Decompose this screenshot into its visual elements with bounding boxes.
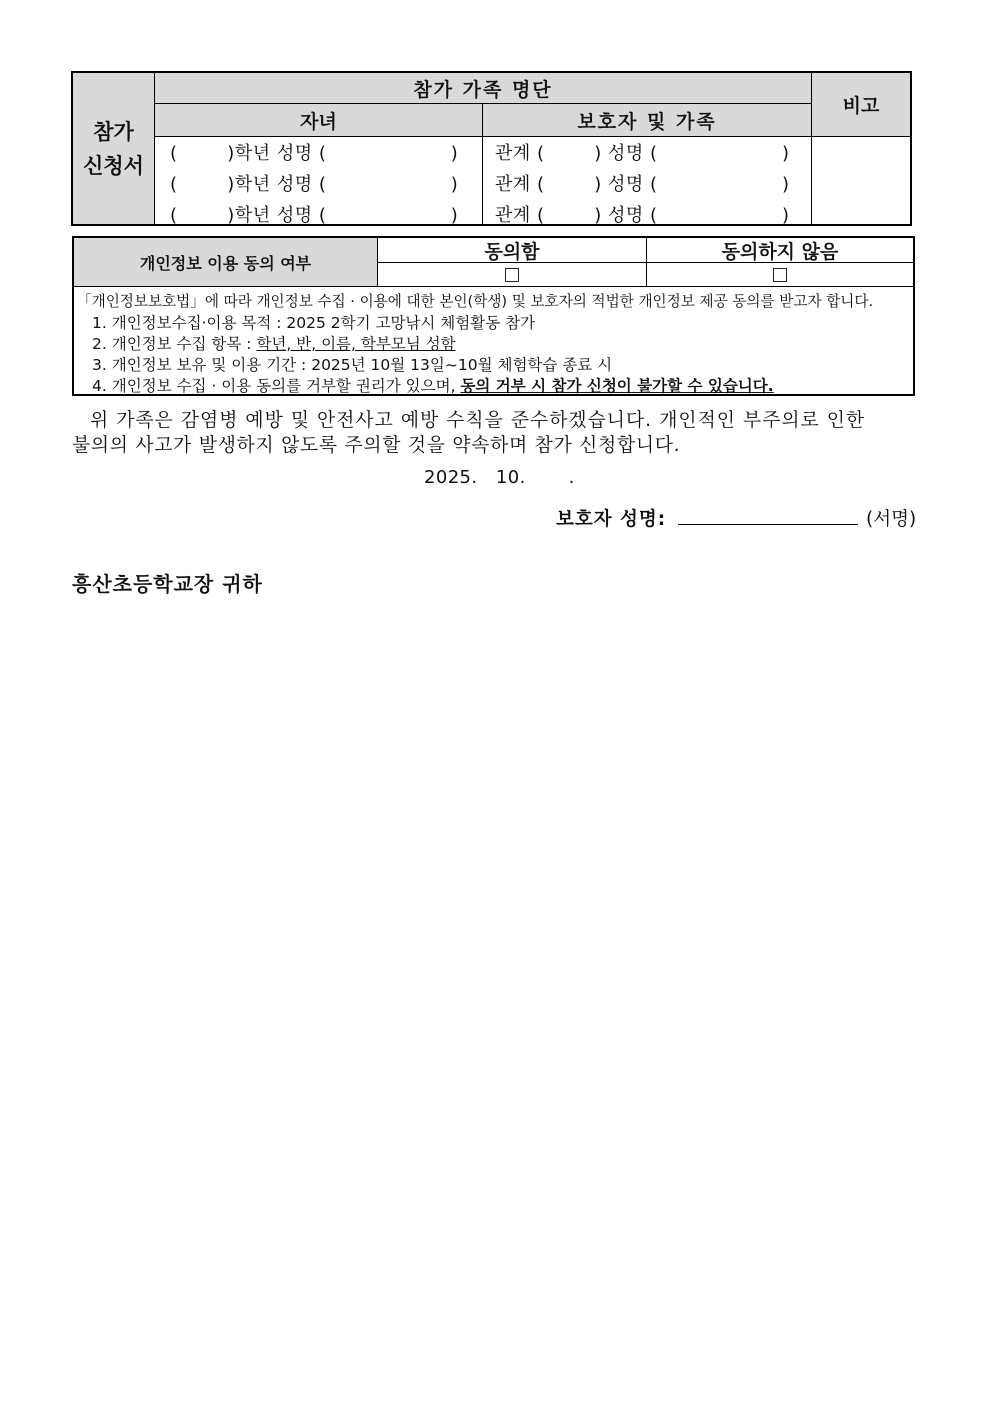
- signature-suffix: (서명): [866, 509, 917, 530]
- remark-header: [811, 73, 910, 137]
- addressee: 흥산초등학교장 귀하: [72, 572, 263, 596]
- consent-label: 개인정보 이용 동의 여부: [139, 253, 312, 273]
- consent-item-4-warning: 동의 거부 시 참가 신청이 불가할 수 있습니다.: [460, 377, 774, 395]
- agree-checkbox-cell: [378, 263, 647, 287]
- agree-header: [378, 238, 647, 263]
- disagree-checkbox[interactable]: [773, 268, 787, 282]
- remark-header-text: 비고: [842, 95, 880, 117]
- guardian-header: [483, 104, 811, 137]
- disagree-header: [647, 238, 913, 263]
- application-table: [71, 71, 912, 226]
- family-list-header: [155, 73, 811, 104]
- date-line: 2025. 10. .: [424, 467, 575, 488]
- consent-item-2-prefix: 2. 개인정보 수집 항목 :: [92, 335, 257, 353]
- guardian-entry-row[interactable]: 관계 ( ) 성명 ( ): [495, 174, 790, 195]
- signature-line[interactable]: [678, 524, 858, 525]
- consent-item-2-value: 학년, 반, 이름, 학부모님 성함: [256, 335, 456, 353]
- agree-label: 동의함: [484, 240, 540, 263]
- guardian-entry-row[interactable]: 관계 ( ) 성명 ( ): [495, 143, 790, 164]
- signature-label: 보호자 성명:: [556, 509, 667, 530]
- guardian-entry-row[interactable]: 관계 ( ) 성명 ( ): [495, 205, 790, 226]
- consent-item-3: 3. 개인정보 보유 및 이용 기간 : 2025년 10월 13일~10월 체험학습 종료 시: [92, 356, 613, 374]
- consent-details: [74, 287, 913, 394]
- side-label-cell: [73, 73, 155, 224]
- consent-item-4-prefix: 4. 개인정보 수집 · 이용 동의를 거부할 권리가 있으며,: [92, 377, 461, 395]
- side-label-line1: 참가: [93, 119, 134, 144]
- disagree-checkbox-cell: [647, 263, 913, 287]
- consent-intro: 「개인정보보호법」에 따라 개인정보 수집 · 이용에 대한 본인(학생) 및 보호자의 적법한 개인정보 제공 동의를 받고자 합니다.: [77, 293, 874, 310]
- disagree-label: 동의하지 않음: [721, 240, 839, 263]
- children-entries-cell: [155, 137, 483, 224]
- child-entry-row[interactable]: ( )학년 성명 ( ): [170, 143, 459, 164]
- side-label-line2: 신청서: [83, 153, 144, 178]
- consent-item-4: [92, 374, 774, 396]
- children-header: [155, 104, 483, 137]
- child-entry-row[interactable]: ( )학년 성명 ( ): [170, 174, 459, 195]
- consent-label-cell: [74, 238, 378, 287]
- consent-item-1: 1. 개인정보수집·이용 목적 : 2025 2학기 고망낚시 체험활동 참가: [92, 314, 536, 332]
- child-entry-row[interactable]: ( )학년 성명 ( ): [170, 205, 459, 226]
- family-list-header-text: 참가 가족 명단: [413, 78, 553, 101]
- guardian-entries-cell: [483, 137, 811, 224]
- agree-checkbox[interactable]: [505, 268, 519, 282]
- consent-table: [72, 236, 915, 396]
- pledge-line-2: 불의의 사고가 발생하지 않도록 주의할 것을 약속하며 참가 신청합니다.: [72, 435, 681, 456]
- consent-item-2: [92, 332, 456, 354]
- guardian-header-text: 보호자 및 가족: [577, 110, 717, 133]
- remark-cell[interactable]: [811, 137, 910, 224]
- children-header-text: 자녀: [300, 110, 337, 133]
- pledge-line-1: 위 가족은 감염병 예방 및 안전사고 예방 수칙을 준수하겠습니다. 개인적인 부주의로 인한: [90, 410, 866, 431]
